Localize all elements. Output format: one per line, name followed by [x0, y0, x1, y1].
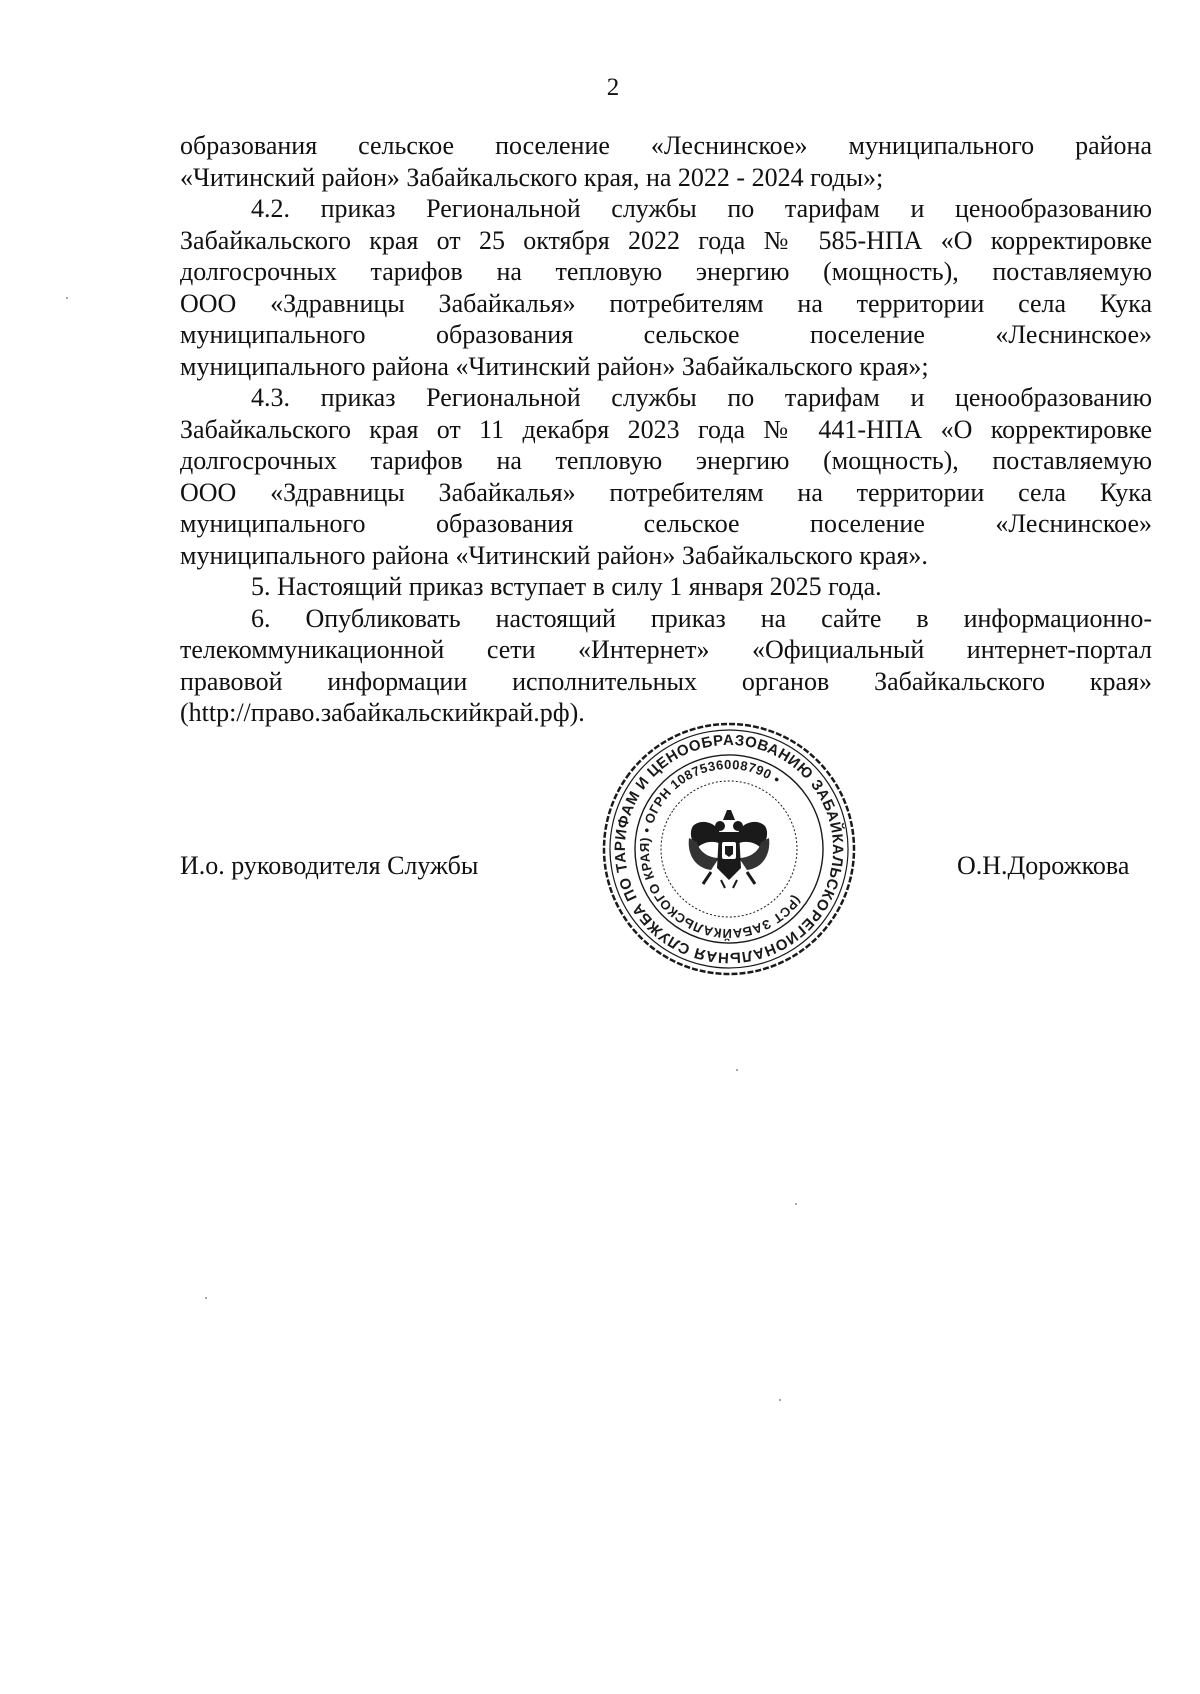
- line: муниципального района «Читинский район» Забайкальского края».: [180, 540, 928, 570]
- line: 6. Опубликовать настоящий приказ на сайте в информационно-: [251, 603, 1152, 633]
- line: «Читинский район» Забайкальского края, на 2022 - 2024 годы»;: [180, 162, 884, 192]
- paragraph-6: [180, 603, 1152, 635]
- paragraph-4-2: [180, 193, 1152, 225]
- scan-speck: [795, 1203, 797, 1205]
- paragraph-4-2: [180, 288, 1152, 320]
- scan-speck: [736, 1069, 738, 1071]
- line: образования сельское поселение «Леснинское» муниципального района: [180, 131, 1152, 160]
- scan-speck: [779, 1399, 781, 1401]
- paragraph-4-1-continuation: [180, 130, 1152, 162]
- line: 4.2. приказ Региональной службы по тарифам и ценообразованию: [251, 194, 1152, 223]
- coat-of-arms-icon: [689, 810, 770, 888]
- paragraph-5: [180, 571, 1152, 603]
- paragraph-4-2: [180, 319, 1152, 351]
- paragraph-4-1-continuation: [180, 162, 1152, 194]
- page-number: 2: [606, 74, 620, 101]
- paragraph-4-3: [180, 414, 1152, 446]
- line: телекоммуникационной сети «Интернет» «Официальный интернет-портал: [180, 635, 1152, 664]
- official-stamp-icon: [598, 718, 860, 980]
- line: Забайкальского края от 11 декабря 2023 года № 441-НПА «О корректировке: [180, 414, 1152, 444]
- paragraph-4-2: [180, 225, 1152, 257]
- paragraph-4-3: [180, 382, 1152, 414]
- line: 4.3. приказ Региональной службы по тарифам и ценообразованию: [251, 383, 1152, 412]
- paragraph-4-3: [180, 540, 1152, 572]
- line: Забайкальского края от 25 октября 2022 года № 585-НПА «О корректировке: [180, 225, 1152, 255]
- paragraph-4-3: [180, 445, 1152, 477]
- stamp-outer-text: РЕГИОНАЛЬНАЯ СЛУЖБА ПО ТАРИФАМ И ЦЕНООБРАЗОВАНИЮ ЗАБАЙКАЛЬСКОГО: [611, 731, 847, 967]
- paragraph-6: [180, 634, 1152, 666]
- line: муниципального района «Читинский район» Забайкальского края»;: [180, 351, 929, 381]
- line: (http://право.забайкальскийкрай.рф).: [180, 698, 585, 727]
- paragraph-6: [180, 666, 1152, 698]
- stamp-inner-text: (РСТ ЗАБАЙКАЛЬСКОГО КРАЯ) • ОГРН 1087536008790 •: [636, 756, 805, 942]
- scan-speck: [66, 297, 68, 299]
- scan-speck: [205, 1297, 207, 1299]
- line: долгосрочных тарифов на тепловую энергию (мощность), поставляемую: [180, 446, 1152, 475]
- line: правовой информации исполнительных органов Забайкальского края»: [180, 666, 1152, 696]
- paragraph-4-3: [180, 508, 1152, 540]
- signatory-name: О.Н.Дорожкова: [957, 851, 1130, 880]
- paragraph-4-3: [180, 477, 1152, 509]
- paragraph-4-2: [180, 256, 1152, 288]
- line: муниципального образования сельское поселение «Леснинское»: [180, 320, 1152, 349]
- paragraph-4-2: [180, 351, 1152, 383]
- signatory-title: И.о. руководителя Службы: [180, 851, 479, 880]
- line: 5. Настоящий приказ вступает в силу 1 января 2025 года.: [251, 572, 882, 601]
- line: ООО «Здравницы Забайкалья» потребителям на территории села Кука: [180, 288, 1152, 318]
- line: долгосрочных тарифов на тепловую энергию (мощность), поставляемую: [180, 257, 1152, 286]
- line: муниципального образования сельское поселение «Леснинское»: [180, 509, 1152, 538]
- line: ООО «Здравницы Забайкалья» потребителям на территории села Кука: [180, 477, 1152, 507]
- document-body: [180, 130, 1152, 729]
